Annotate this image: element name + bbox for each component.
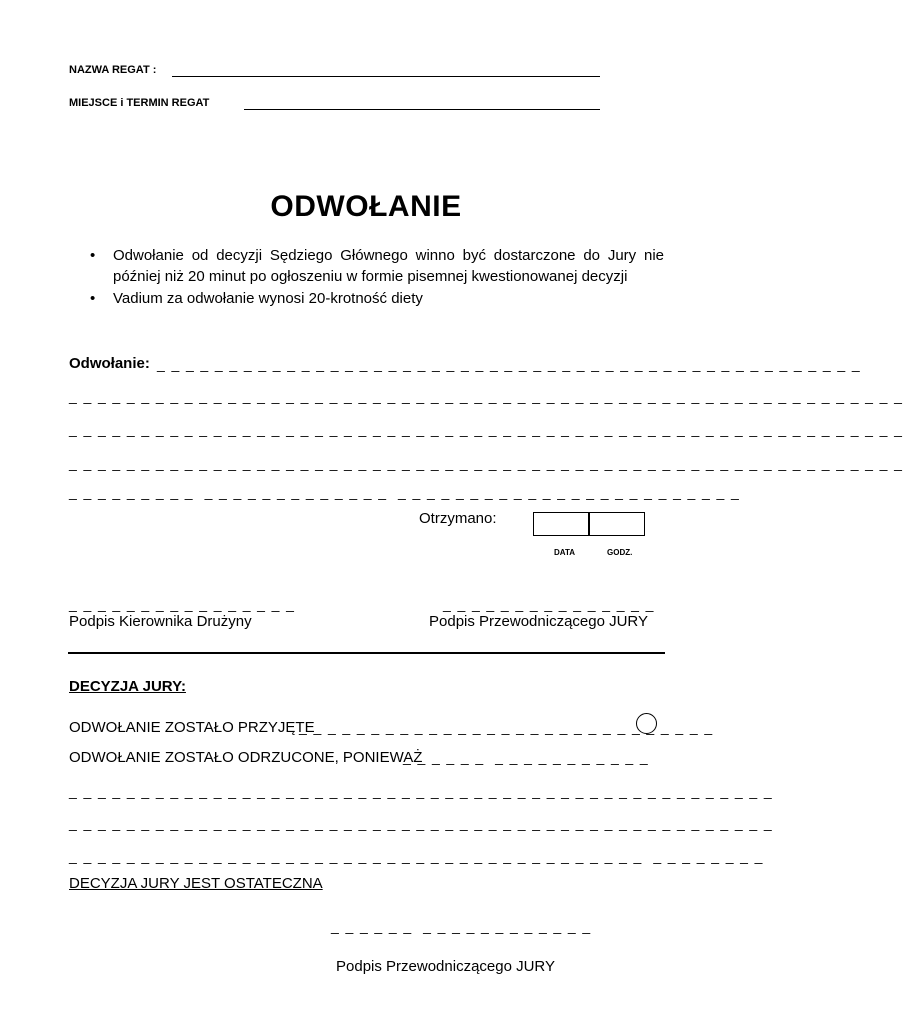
rule-text: Odwołanie od decyzji Sędziego Głównego winno być dostarczone do Jury nie później niż 20 minut po ogłoszeniu w formie pisemnej kwestionowanej decyzji	[113, 247, 664, 285]
appeal-line-4[interactable]: _ _ _ _ _ _ _ _ _ _ _ _ _ _ _ _ _ _ _ _ _ _ _ _ _ _ _ _ _ _ _ _ _ _ _ _ _ _ _ _ _ _ _ _ _ _ _ _ _ _ _ _ _ _ _ _ _ _	[69, 455, 903, 471]
reason-line-3[interactable]: _ _ _ _ _ _ _ _ _ _ _ _ _ _ _ _ _ _ _ _ _ _ _ _ _ _ _ _ _ _ _ _ _ _ _ _ _ _ _ _ _ _ _ _ _ _ _ _	[69, 848, 764, 864]
rejected-line[interactable]: _ _ _ _ _ _ _ _ _ _ _ _ _ _ _ _ _	[403, 749, 650, 765]
team-leader-signature-line[interactable]: _ _ _ _ _ _ _ _ _ _ _ _ _ _ _ _	[69, 596, 296, 612]
accepted-line[interactable]: _ _ _ _ _ _ _ _ _ _ _ _ _ _ _ _ _ _ _ _ _ _ _ _ _ _ _ _ _	[299, 719, 714, 735]
rule-text: Vadium za odwołanie wynosi 20-krotność diety	[113, 290, 423, 307]
jury-chair-final-signature-line[interactable]: _ _ _ _ _ _ _ _ _ _ _ _ _ _ _ _ _ _	[331, 918, 592, 934]
time-label: GODZ.	[607, 548, 633, 557]
received-label: Otrzymano:	[419, 510, 497, 527]
date-label: DATA	[554, 548, 576, 557]
regatta-name-field[interactable]	[172, 76, 600, 77]
bullet-icon: •	[90, 247, 96, 264]
jury-chair-signature-line[interactable]: _ _ _ _ _ _ _ _ _ _ _ _ _ _ _	[443, 596, 655, 612]
rejected-label: ODWOŁANIE ZOSTAŁO ODRZUCONE, PONIEWAŻ	[69, 749, 423, 766]
appeal-line-3[interactable]: _ _ _ _ _ _ _ _ _ _ _ _ _ _ _ _ _ _ _ _ _ _ _ _ _ _ _ _ _ _ _ _ _ _ _ _ _ _ _ _ _ _ _ _ _ _ _ _ _ _ _ _ _ _ _ _ _ _	[69, 421, 903, 437]
jury-chair-final-signature-label: Podpis Przewodniczącego JURY	[336, 958, 556, 975]
section-divider	[68, 652, 665, 654]
page-title: ODWOŁANIE	[270, 190, 462, 223]
appeal-label: Odwołanie:	[69, 355, 150, 372]
list-item	[88, 246, 664, 287]
jury-decision-heading: DECYZJA JURY:	[69, 678, 186, 695]
jury-final-note: DECYZJA JURY JEST OSTATECZNA	[69, 875, 323, 892]
time-box[interactable]	[588, 512, 645, 536]
reason-line-1[interactable]: _ _ _ _ _ _ _ _ _ _ _ _ _ _ _ _ _ _ _ _ _ _ _ _ _ _ _ _ _ _ _ _ _ _ _ _ _ _ _ _ _ _ _ _ _ _ _ _ _	[69, 783, 774, 799]
list-item	[88, 289, 664, 310]
bullet-icon: •	[90, 290, 96, 307]
appeal-line-1[interactable]: _ _ _ _ _ _ _ _ _ _ _ _ _ _ _ _ _ _ _ _ _ _ _ _ _ _ _ _ _ _ _ _ _ _ _ _ _ _ _ _ _ _ _ _ _ _ _ _ _	[157, 356, 862, 372]
jury-chair-signature-label: Podpis Przewodniczącego JURY	[429, 613, 649, 630]
accepted-label: ODWOŁANIE ZOSTAŁO PRZYJĘTE	[69, 719, 315, 736]
team-leader-signature-label: Podpis Kierownika Drużyny	[69, 613, 252, 630]
reason-line-2[interactable]: _ _ _ _ _ _ _ _ _ _ _ _ _ _ _ _ _ _ _ _ _ _ _ _ _ _ _ _ _ _ _ _ _ _ _ _ _ _ _ _ _ _ _ _ _ _ _ _ _	[69, 815, 774, 831]
appeal-line-5[interactable]: _ _ _ _ _ _ _ _ _ _ _ _ _ _ _ _ _ _ _ _ _ _ _ _ _ _ _ _ _ _ _ _ _ _ _ _ _ _ _ _ _ _ _ _ _ _	[69, 484, 741, 500]
appeal-line-2[interactable]: _ _ _ _ _ _ _ _ _ _ _ _ _ _ _ _ _ _ _ _ _ _ _ _ _ _ _ _ _ _ _ _ _ _ _ _ _ _ _ _ _ _ _ _ _ _ _ _ _ _ _ _ _ _ _ _ _ _	[69, 388, 903, 404]
regatta-name-label: NAZWA REGAT :	[69, 64, 157, 76]
regatta-place-field[interactable]	[244, 109, 600, 110]
rules-list	[88, 246, 664, 310]
date-box[interactable]	[533, 512, 590, 536]
regatta-place-label: MIEJSCE i TERMIN REGAT	[69, 97, 210, 109]
accepted-circle-icon[interactable]	[636, 713, 657, 734]
